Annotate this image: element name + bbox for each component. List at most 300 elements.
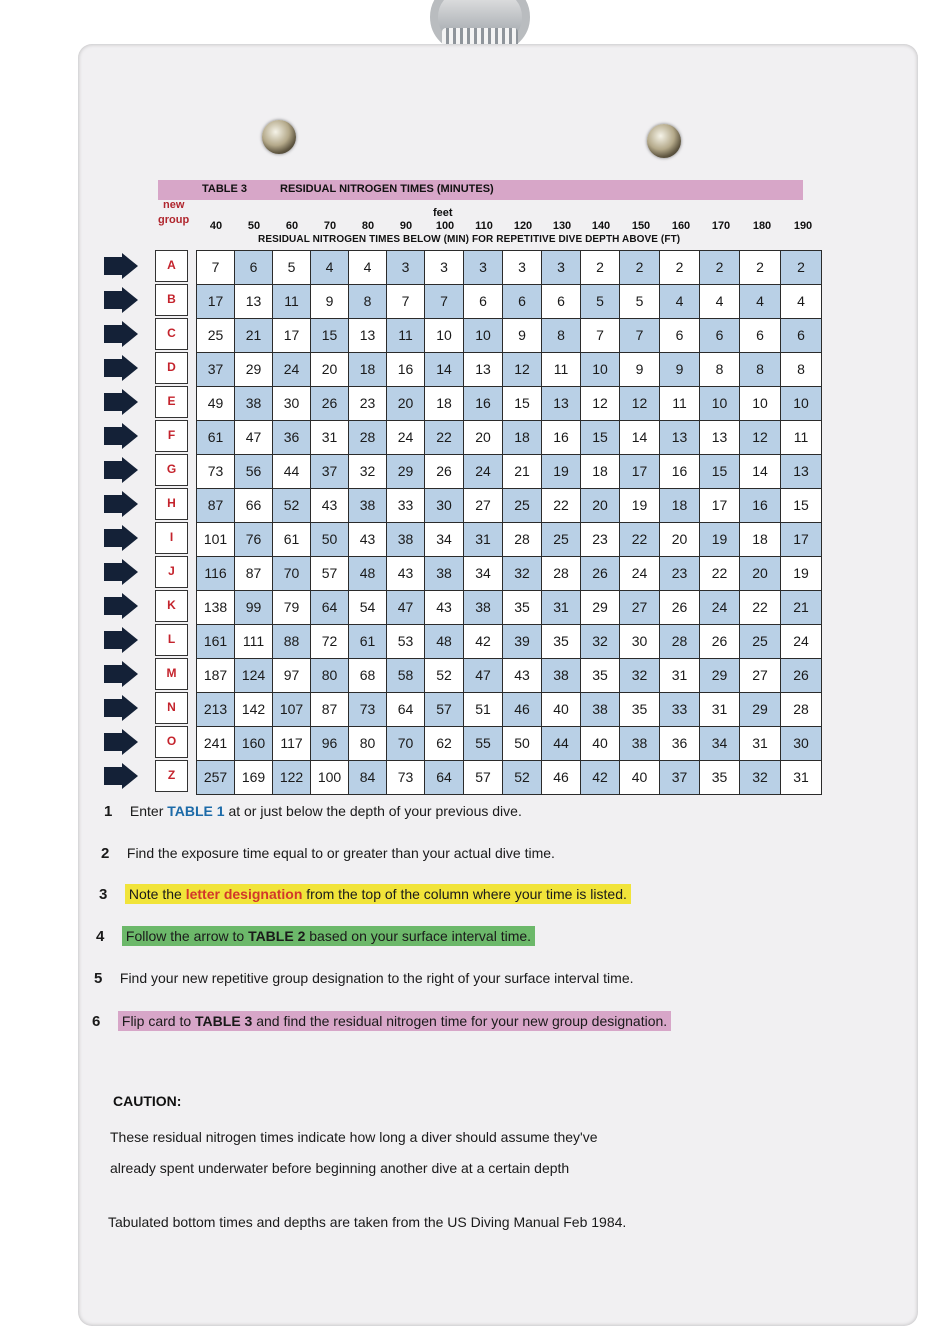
table-cell: 7 xyxy=(196,250,235,285)
table-cell: 38 xyxy=(541,658,581,693)
table-cell: 15 xyxy=(780,488,822,523)
table-cell: 87 xyxy=(310,692,349,727)
table-cell: 23 xyxy=(580,522,620,557)
table-cell: 80 xyxy=(310,658,349,693)
table-cell: 35 xyxy=(541,624,581,659)
table-cell: 16 xyxy=(739,488,781,523)
table-cell: 13 xyxy=(234,284,273,319)
table-cell: 27 xyxy=(739,658,781,693)
table-cell: 30 xyxy=(619,624,660,659)
table-cell: 31 xyxy=(541,590,581,625)
table-cell: 16 xyxy=(541,420,581,455)
instruction-text: Follow the arrow to xyxy=(125,928,249,944)
table-cell: 31 xyxy=(699,692,740,727)
arrow-icon xyxy=(104,321,138,347)
table-cell: 37 xyxy=(310,454,349,489)
table-cell: 13 xyxy=(699,420,740,455)
table-cell: 23 xyxy=(348,386,387,421)
source-note: Tabulated bottom times and depths are taken from the US Diving Manual Feb 1984. xyxy=(108,1214,627,1230)
table-cell: 24 xyxy=(780,624,822,659)
table-cell: 26 xyxy=(699,624,740,659)
table-cell: 17 xyxy=(780,522,822,557)
table-cell: 35 xyxy=(699,760,740,795)
group-letter-G: G xyxy=(155,454,188,486)
table-cell: 43 xyxy=(386,556,425,591)
table-cell: 97 xyxy=(272,658,311,693)
table-cell: 42 xyxy=(463,624,503,659)
table-cell: 43 xyxy=(424,590,464,625)
instruction-1 xyxy=(104,803,522,820)
table-cell: 2 xyxy=(619,250,660,285)
table-cell: 21 xyxy=(234,318,273,353)
table-cell: 38 xyxy=(424,556,464,591)
instruction-6 xyxy=(92,1013,671,1030)
table-cell: 40 xyxy=(541,692,581,727)
table-cell: 99 xyxy=(234,590,273,625)
table-cell: 16 xyxy=(463,386,503,421)
table-cell: 31 xyxy=(780,760,822,795)
table-cell: 26 xyxy=(424,454,464,489)
depth-header-row xyxy=(200,220,813,234)
new-group-label xyxy=(158,198,190,228)
arrow-icon xyxy=(104,253,138,279)
instruction-number: 5 xyxy=(94,970,103,987)
table-cell: 25 xyxy=(541,522,581,557)
table-cell: 28 xyxy=(348,420,387,455)
table-cell: 68 xyxy=(348,658,387,693)
table-cell: 33 xyxy=(659,692,700,727)
table-cell: 8 xyxy=(739,352,781,387)
rivet-right xyxy=(647,124,681,158)
arrow-icon xyxy=(104,423,138,449)
table-3-ref: TABLE 3 xyxy=(195,1013,253,1029)
table-cell: 11 xyxy=(272,284,311,319)
table-cell: 25 xyxy=(739,624,781,659)
table-cell: 6 xyxy=(739,318,781,353)
table-cell: 47 xyxy=(234,420,273,455)
caution-text xyxy=(110,1122,810,1184)
table-cell: 72 xyxy=(310,624,349,659)
table-cell: 8 xyxy=(699,352,740,387)
table-cell: 101 xyxy=(196,522,235,557)
table-cell: 49 xyxy=(196,386,235,421)
table-cell: 19 xyxy=(780,556,822,591)
table-cell: 62 xyxy=(424,726,464,761)
table-cell: 16 xyxy=(659,454,700,489)
table-cell: 27 xyxy=(619,590,660,625)
table-cell: 61 xyxy=(196,420,235,455)
table-cell: 52 xyxy=(502,760,542,795)
table-cell: 5 xyxy=(580,284,620,319)
table-cell: 12 xyxy=(739,420,781,455)
table-cell: 117 xyxy=(272,726,311,761)
table-cell: 66 xyxy=(234,488,273,523)
depth-header-60: 60 xyxy=(285,220,299,232)
caution-line-2: already spent underwater before beginning another dive at a certain depth xyxy=(110,1160,570,1176)
table-cell: 257 xyxy=(196,760,235,795)
table-cell: 34 xyxy=(699,726,740,761)
group-letter-H: H xyxy=(155,488,188,520)
arrow-icon xyxy=(104,593,138,619)
table-cell: 18 xyxy=(659,488,700,523)
table-cell: 11 xyxy=(541,352,581,387)
table-cell: 11 xyxy=(659,386,700,421)
table-cell: 20 xyxy=(580,488,620,523)
table-cell: 64 xyxy=(424,760,464,795)
table-cell: 18 xyxy=(424,386,464,421)
table-cell: 19 xyxy=(541,454,581,489)
table-cell: 33 xyxy=(386,488,425,523)
table-cell: 31 xyxy=(463,522,503,557)
table-cell: 87 xyxy=(234,556,273,591)
table-cell: 39 xyxy=(502,624,542,659)
depth-header-40: 40 xyxy=(209,220,223,232)
table-cell: 14 xyxy=(424,352,464,387)
table-cell: 70 xyxy=(386,726,425,761)
table-cell: 22 xyxy=(619,522,660,557)
table-cell: 138 xyxy=(196,590,235,625)
table-cell: 18 xyxy=(739,522,781,557)
table-cell: 34 xyxy=(424,522,464,557)
table-cell: 11 xyxy=(386,318,425,353)
table-cell: 30 xyxy=(272,386,311,421)
table-cell: 35 xyxy=(502,590,542,625)
table-cell: 3 xyxy=(463,250,503,285)
instruction-number: 3 xyxy=(99,886,108,903)
group-letter-K: K xyxy=(155,590,188,622)
instruction-2 xyxy=(101,845,555,862)
table-cell: 38 xyxy=(619,726,660,761)
table-cell: 56 xyxy=(234,454,273,489)
table-cell: 46 xyxy=(502,692,542,727)
table-cell: 96 xyxy=(310,726,349,761)
table-cell: 10 xyxy=(780,386,822,421)
table-cell: 26 xyxy=(580,556,620,591)
table-cell: 6 xyxy=(502,284,542,319)
table-cell: 8 xyxy=(541,318,581,353)
table-cell: 48 xyxy=(348,556,387,591)
table-cell: 38 xyxy=(234,386,273,421)
table-cell: 79 xyxy=(272,590,311,625)
table-cell: 22 xyxy=(424,420,464,455)
arrow-icon xyxy=(104,559,138,585)
table-cell: 13 xyxy=(463,352,503,387)
instruction-3 xyxy=(99,886,631,903)
group-letter-I: I xyxy=(155,522,188,554)
table-cell: 38 xyxy=(386,522,425,557)
table-cell: 57 xyxy=(463,760,503,795)
group-letter-O: O xyxy=(155,726,188,758)
instruction-text: Enter xyxy=(129,803,168,819)
table-cell: 4 xyxy=(739,284,781,319)
table-cell: 57 xyxy=(424,692,464,727)
table-cell: 22 xyxy=(739,590,781,625)
table-cell: 73 xyxy=(386,760,425,795)
depth-header-80: 80 xyxy=(361,220,375,232)
depth-header-70: 70 xyxy=(323,220,337,232)
table-cell: 24 xyxy=(619,556,660,591)
arrow-icon xyxy=(104,695,138,721)
instruction-text: Find your new repetitive group designation to the right of your surface interval time. xyxy=(119,970,634,986)
table-cell: 44 xyxy=(272,454,311,489)
table-cell: 12 xyxy=(580,386,620,421)
arrow-icon xyxy=(104,729,138,755)
table-cell: 25 xyxy=(196,318,235,353)
arrow-icon xyxy=(104,661,138,687)
table-cell: 28 xyxy=(780,692,822,727)
arrow-icon xyxy=(104,491,138,517)
letter-designation-text: letter designation xyxy=(185,886,303,902)
table-cell: 3 xyxy=(541,250,581,285)
table-cell: 241 xyxy=(196,726,235,761)
table-cell: 20 xyxy=(386,386,425,421)
table-cell: 15 xyxy=(502,386,542,421)
instruction-number: 1 xyxy=(104,803,113,820)
table-cell: 32 xyxy=(348,454,387,489)
table-cell: 16 xyxy=(386,352,425,387)
table-cell: 31 xyxy=(659,658,700,693)
instruction-text: Flip card to xyxy=(121,1013,196,1029)
table-cell: 17 xyxy=(699,488,740,523)
table-cell: 6 xyxy=(541,284,581,319)
depth-header-90: 90 xyxy=(399,220,413,232)
table-cell: 160 xyxy=(234,726,273,761)
table-cell: 40 xyxy=(619,760,660,795)
table-cell: 20 xyxy=(739,556,781,591)
table-cell: 100 xyxy=(310,760,349,795)
table-cell: 8 xyxy=(348,284,387,319)
table-cell: 17 xyxy=(272,318,311,353)
table-cell: 40 xyxy=(580,726,620,761)
table-cell: 32 xyxy=(502,556,542,591)
table-cell: 64 xyxy=(310,590,349,625)
table-cell: 36 xyxy=(272,420,311,455)
table-cell: 29 xyxy=(580,590,620,625)
table-cell: 7 xyxy=(424,284,464,319)
yellow-highlight xyxy=(125,884,631,904)
table-cell: 42 xyxy=(580,760,620,795)
depth-header-140: 140 xyxy=(591,220,611,232)
table-cell: 9 xyxy=(502,318,542,353)
table-cell: 32 xyxy=(619,658,660,693)
table-cell: 24 xyxy=(272,352,311,387)
table-cell: 13 xyxy=(541,386,581,421)
table-cell: 21 xyxy=(780,590,822,625)
depth-header-180: 180 xyxy=(752,220,772,232)
table-cell: 30 xyxy=(424,488,464,523)
table-cell: 73 xyxy=(348,692,387,727)
arrow-icon xyxy=(104,287,138,313)
table-cell: 24 xyxy=(386,420,425,455)
table-cell: 43 xyxy=(502,658,542,693)
group-letter-D: D xyxy=(155,352,188,384)
new-label: new xyxy=(163,199,185,211)
table-cell: 73 xyxy=(196,454,235,489)
table-cell: 32 xyxy=(580,624,620,659)
table-cell: 51 xyxy=(463,692,503,727)
table-cell: 2 xyxy=(659,250,700,285)
group-letter-C: C xyxy=(155,318,188,350)
table-cell: 3 xyxy=(424,250,464,285)
table-cell: 213 xyxy=(196,692,235,727)
table-cell: 10 xyxy=(463,318,503,353)
table-cell: 31 xyxy=(310,420,349,455)
table-cell: 2 xyxy=(780,250,822,285)
table-cell: 37 xyxy=(659,760,700,795)
table-cell: 12 xyxy=(619,386,660,421)
table-cell: 7 xyxy=(580,318,620,353)
table-cell: 13 xyxy=(348,318,387,353)
table-cell: 9 xyxy=(659,352,700,387)
table-cell: 26 xyxy=(780,658,822,693)
rivet-left xyxy=(262,120,296,154)
depth-header-150: 150 xyxy=(631,220,651,232)
table-cell: 6 xyxy=(234,250,273,285)
table-cell: 47 xyxy=(463,658,503,693)
table-cell: 55 xyxy=(463,726,503,761)
group-letter-A: A xyxy=(155,250,188,282)
table-cell: 30 xyxy=(780,726,822,761)
table-cell: 7 xyxy=(619,318,660,353)
table-title-bar xyxy=(158,180,803,200)
arrow-icon xyxy=(104,763,138,789)
table-cell: 2 xyxy=(739,250,781,285)
table-subheader: RESIDUAL NITROGEN TIMES BELOW (MIN) FOR REPETITIVE DIVE DEPTH ABOVE (FT) xyxy=(258,234,681,245)
table-cell: 50 xyxy=(310,522,349,557)
group-letter-Z: Z xyxy=(155,760,188,792)
table-cell: 58 xyxy=(386,658,425,693)
table-cell: 61 xyxy=(348,624,387,659)
caution-heading: CAUTION: xyxy=(113,1093,182,1109)
group-letter-J: J xyxy=(155,556,188,588)
table-cell: 17 xyxy=(619,454,660,489)
table-cell: 4 xyxy=(348,250,387,285)
table-cell: 10 xyxy=(699,386,740,421)
table-cell: 54 xyxy=(348,590,387,625)
table-2-ref: TABLE 2 xyxy=(248,928,306,944)
group-letter-E: E xyxy=(155,386,188,418)
depth-header-120: 120 xyxy=(513,220,533,232)
table-cell: 14 xyxy=(739,454,781,489)
table-title: RESIDUAL NITROGEN TIMES (MINUTES) xyxy=(280,183,494,195)
table-cell: 36 xyxy=(659,726,700,761)
group-letter-N: N xyxy=(155,692,188,724)
table-cell: 6 xyxy=(699,318,740,353)
table-cell: 24 xyxy=(463,454,503,489)
table-cell: 64 xyxy=(386,692,425,727)
instruction-5 xyxy=(94,970,634,987)
table-cell: 20 xyxy=(463,420,503,455)
table-cell: 34 xyxy=(463,556,503,591)
table-cell: 4 xyxy=(699,284,740,319)
table-cell: 6 xyxy=(463,284,503,319)
table-cell: 29 xyxy=(386,454,425,489)
table-cell: 23 xyxy=(659,556,700,591)
arrow-icon xyxy=(104,355,138,381)
table-cell: 50 xyxy=(502,726,542,761)
depth-header-110: 110 xyxy=(475,220,493,232)
table-cell: 70 xyxy=(272,556,311,591)
instruction-text: at or just below the depth of your previous dive. xyxy=(224,803,522,819)
table-cell: 18 xyxy=(348,352,387,387)
table-cell: 88 xyxy=(272,624,311,659)
instruction-text: Note the xyxy=(128,886,186,902)
table-cell: 15 xyxy=(310,318,349,353)
pink-highlight xyxy=(118,1011,671,1031)
table-cell: 124 xyxy=(234,658,273,693)
table-cell: 161 xyxy=(196,624,235,659)
table-cell: 10 xyxy=(739,386,781,421)
table-cell: 76 xyxy=(234,522,273,557)
table-cell: 53 xyxy=(386,624,425,659)
table-cell: 6 xyxy=(780,318,822,353)
table-cell: 10 xyxy=(424,318,464,353)
table-cell: 52 xyxy=(272,488,311,523)
table-cell: 20 xyxy=(659,522,700,557)
table-cell: 3 xyxy=(386,250,425,285)
instruction-number: 6 xyxy=(92,1013,101,1030)
instruction-number: 2 xyxy=(101,845,110,862)
table-cell: 29 xyxy=(234,352,273,387)
table-cell: 61 xyxy=(272,522,311,557)
table-cell: 35 xyxy=(580,658,620,693)
feet-label: feet xyxy=(433,207,453,219)
table-cell: 18 xyxy=(502,420,542,455)
table-cell: 46 xyxy=(541,760,581,795)
table-cell: 19 xyxy=(699,522,740,557)
table-cell: 28 xyxy=(502,522,542,557)
caution-line-1: These residual nitrogen times indicate how long a diver should assume they've xyxy=(110,1129,598,1145)
table-cell: 13 xyxy=(780,454,822,489)
arrow-icon xyxy=(104,389,138,415)
table-cell: 4 xyxy=(310,250,349,285)
table-cell: 15 xyxy=(580,420,620,455)
table-cell: 32 xyxy=(739,760,781,795)
table-cell: 15 xyxy=(699,454,740,489)
instruction-text: and find the residual nitrogen time for your new group designation. xyxy=(252,1013,668,1029)
table-cell: 80 xyxy=(348,726,387,761)
table-cell: 9 xyxy=(310,284,349,319)
instruction-number: 4 xyxy=(96,928,105,945)
table-cell: 52 xyxy=(424,658,464,693)
instruction-4 xyxy=(96,928,535,945)
table-cell: 142 xyxy=(234,692,273,727)
table-cell: 48 xyxy=(424,624,464,659)
table-cell: 17 xyxy=(196,284,235,319)
table-cell: 28 xyxy=(541,556,581,591)
table-cell: 35 xyxy=(619,692,660,727)
table-cell: 11 xyxy=(780,420,822,455)
group-label: group xyxy=(158,214,190,226)
instruction-text: based on your surface interval time. xyxy=(305,928,532,944)
depth-header-100: 100 xyxy=(435,220,455,232)
table-cell: 2 xyxy=(580,250,620,285)
table-cell: 5 xyxy=(272,250,311,285)
table-cell: 2 xyxy=(699,250,740,285)
arrow-icon xyxy=(104,627,138,653)
arrow-icon xyxy=(104,525,138,551)
depth-header-130: 130 xyxy=(552,220,572,232)
group-letter-M: M xyxy=(155,658,188,690)
arrow-icon xyxy=(104,457,138,483)
table-cell: 9 xyxy=(619,352,660,387)
table-cell: 187 xyxy=(196,658,235,693)
table-cell: 38 xyxy=(348,488,387,523)
table-cell: 12 xyxy=(502,352,542,387)
table-cell: 4 xyxy=(659,284,700,319)
table-cell: 20 xyxy=(310,352,349,387)
table-1-ref: TABLE 1 xyxy=(167,803,225,819)
